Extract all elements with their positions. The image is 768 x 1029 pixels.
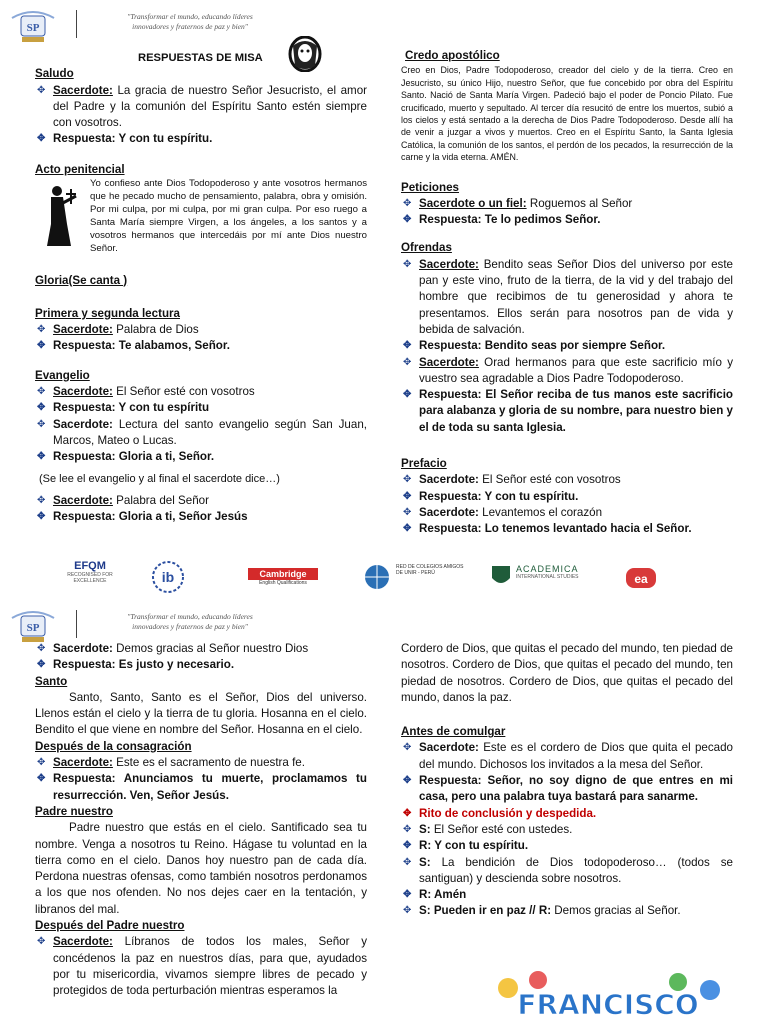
comulgar-sacerdote [401,740,733,773]
page2-header [0,600,768,640]
cross-bullet-icon: ✥ [37,340,46,352]
motto-line-2: innovadores y fraternos de paz y bien" [132,622,248,631]
evangelio-s3-text: Palabra del Señor [112,493,209,507]
svg-text:SP: SP [26,22,40,34]
motto-line-1: "Transformar el mundo, educando líderes [127,612,253,621]
evangelio-note: (Se lee el evangelio y al final el sacerdote dice…) [39,473,280,486]
prefacio-sacerdote-1 [401,472,733,488]
ofrendas-sacerdote-2 [401,355,733,388]
consagracion-respuesta [35,771,367,804]
cross-bullet-icon: ✥ [403,258,412,270]
page1-left-column [35,50,367,525]
cross-bullet-icon: ✥ [403,856,412,868]
saludo-respuesta-text: Respuesta: Y con tu espíritu. [53,132,213,146]
sacerdote-label: Sacerdote: [53,935,113,949]
acto-heading: Acto penitencial [35,162,125,176]
cross-bullet-icon: ✥ [403,214,412,226]
ofrendas-heading: Ofrendas [401,241,452,255]
cross-bullet-icon: ✥ [37,511,46,523]
evangelio-sacerdote-2 [35,417,367,450]
cambridge-logo: Cambridge English Qualifications [248,568,318,586]
evangelio-sacerdote-1 [35,384,367,400]
svg-text:FRANCISCO: FRANCISCO [517,988,699,1021]
sacerdote-label: Sacerdote: [53,385,113,398]
peticiones-heading: Peticiones [401,180,459,194]
despues-padre-heading: Después del Padre nuestro [35,919,185,933]
cross-bullet-icon: ✥ [403,506,412,518]
motto-line-2: innovadores y fraternos de paz y bien" [132,22,248,31]
saludo-sacerdote [35,83,367,132]
school-logo [8,606,58,644]
evangelio-s2-text: Lectura del santo evangelio según San Juan, Marcos, Mateo o Lucas. [53,417,367,447]
consagracion-sacerdote-text: Este es el sacramento de nuestra fe. [112,756,305,770]
sacerdote-label: Sacerdote: [419,355,479,369]
despedida-s3-text: Demos gracias al Señor. [551,904,681,918]
prefacio-r2-text: Respuesta: Lo tenemos levantado hacia el Señor. [419,522,692,536]
evangelio-r3-text: Respuesta: Gloria a ti, Señor Jesús [53,510,248,524]
school-motto [90,12,290,32]
despues-padre-sacerdote [35,934,367,999]
sacerdote-label: Sacerdote: [419,257,479,271]
gloria-heading: Gloria(Se canta ) [35,273,128,287]
header-divider [76,610,77,638]
ofrendas-respuesta-2 [401,387,733,436]
padre-text: Padre nuestro que estás en el cielo. Santificado sea tu nombre. Venga a nosotros tu Reino. Hágase tu voluntad en la tierra como en el cielo. Danos hoy nuestro pan de cada día. Perdona nuestras ofensas, como también nosotros perdonamos a los que nos ofenden. No nos dejes caer en la tentación, y libranos del mal. [35,821,367,916]
header-divider [76,10,77,38]
ofrendas-s1-text: Bendito seas Señor Dios del universo por este pan y este vino, fruto de la tierra, de la vid y del trabajo del hombre que recibimos de tu generosidad y ahora te presentamos. Ellos serán para nosotros pan de vida y bebida de salvación. [419,257,733,336]
comulgar-sacerdote-text: Este es el cordero de Dios que quita el pecado del mundo. Dichosos los invitados a la mesa del Señor. [419,741,733,771]
prefacio-respuesta-2 [401,521,733,537]
accreditation-logos [0,556,768,600]
saludo-heading: Saludo [35,67,74,81]
sacerdote-label: Sacerdote: [419,505,479,519]
sacerdote-label: Sacerdote: [53,417,113,431]
sacerdote-label: Sacerdote: [53,642,113,655]
ofrendas-respuesta-1 [401,338,733,354]
consagracion-respuesta-text: Respuesta: Anunciamos tu muerte, proclamamos tu resurrección. Ven, Señor Jesús. [53,772,367,802]
sacerdote-label: Sacerdote: [53,83,113,97]
padre-heading: Padre nuestro [35,804,113,818]
cross-bullet-icon: ✥ [37,757,46,769]
despues-padre-text: Líbranos de todos los males, Señor y concédenos la paz en nuestros días, para que, ayudados por tu misericordia, vivamos siempre libres de pecado y protegidos de toda perturbación mientras esperamos la [53,935,367,998]
ofrendas-r1-text: Respuesta: Bendito seas por siempre Señor. [419,339,666,353]
gracias-sacerdote-text: Demos gracias al Señor nuestro Dios [112,642,309,655]
cross-bullet-icon: ✥ [403,197,412,209]
evangelio-heading: Evangelio [35,368,90,382]
red-colegios-logo: RED DE COLEGIOS AMIGOS DE UNIR - PERÚ [362,564,468,590]
santo-heading: Santo [35,674,68,688]
prefacio-s2-text: Levantemos el corazón [478,505,603,519]
peticiones-respuesta [401,212,733,228]
cross-bullet-icon: ✥ [403,840,412,852]
ib-logo [150,560,186,592]
cross-bullet-icon: ✥ [403,356,412,368]
ea-logo [624,564,658,594]
page1-header [0,0,768,40]
comulgar-respuesta [401,773,733,806]
efqm-logo: EFQM RECOGNISED FOR EXCELLENCE [67,560,113,584]
svg-text:SP: SP [26,622,40,634]
cross-bullet-icon: ✥ [403,807,412,819]
page1-right-column [401,48,733,537]
cross-bullet-icon: ✥ [37,133,46,145]
gracias-respuesta-text: Respuesta: Es justo y necesario. [53,658,235,672]
comulgar-heading: Antes de comulgar [401,725,506,739]
comulgar-respuesta-text: Respuesta: Señor, no soy digno de que entres en mi casa, pero una palabra tuya bastará para sanarme. [419,774,733,804]
prefacio-respuesta-1 [401,489,733,505]
despedida-s2 [401,855,733,888]
lectura-sacerdote [35,322,367,338]
sacerdote-label: Sacerdote: [53,323,113,337]
cross-bullet-icon: ✥ [37,418,46,430]
s-label: S: [419,855,431,869]
cross-bullet-icon: ✥ [37,659,46,671]
peticiones-respuesta-text: Respuesta: Te lo pedimos Señor. [419,213,601,227]
despedida-s1 [401,822,733,838]
cross-bullet-icon: ✥ [403,905,412,917]
evangelio-s1-text: El Señor esté con vosotros [112,385,255,398]
evangelio-respuesta-1 [35,400,367,416]
sacerdote-label: Sacerdote o un fiel: [419,196,527,210]
despedida-r2-text: R: Amén [419,888,467,902]
s-label: S: [419,822,431,836]
evangelio-respuesta-2 [35,449,367,465]
cross-bullet-icon: ✥ [37,643,46,654]
school-logo [8,6,58,44]
lectura-sacerdote-text: Palabra de Dios [112,323,199,337]
s-label: S: Pueden ir en paz // R: [419,904,552,918]
evangelio-respuesta-3 [35,509,367,525]
ofrendas-r2-text: Respuesta: El Señor reciba de tus manos este sacrificio para alabanza y gloria de su nombre, para nuestro bien y el de toda su santa Iglesia. [419,388,733,434]
despedida-r1-text: R: Y con tu espíritu. [419,839,529,853]
prefacio-s1-text: El Señor esté con vosotros [478,473,621,487]
rito-text: Rito de conclusión y despedida. [419,806,597,820]
prefacio-heading: Prefacio [401,457,447,470]
monk-icon [43,184,79,253]
rito-conclusion [401,806,733,822]
acto-text: Yo confieso ante Dios Todopoderoso y ante vosotros hermanos que he pecado mucho de pensamiento, palabra, obra y omisión. Por mi culpa, por mi culpa, por mi gran culpa. Por eso ruego a Santa María siempre Virgen, a los ángeles, a los santos y a vosotros hermanos que intercedáis por mí ante Dios nuestro Señor. [90,178,367,254]
cross-bullet-icon: ✥ [37,936,46,948]
cross-bullet-icon: ✥ [403,340,412,352]
jesus-icon [285,36,325,77]
page2-left-column [35,641,367,1000]
credo-heading: Credo apostólico [405,49,500,62]
lectura-respuesta [35,338,367,354]
despedida-s3 [401,903,733,919]
page-title: RESPUESTAS DE MISA [138,52,263,64]
sacerdote-label: Sacerdote: [53,493,113,507]
cordero-text: Cordero de Dios, que quitas el pecado del mundo, ten piedad de nosotros. Cordero de Dios, que quitas el pecado del mundo, ten piedad de nosotros. Cordero de Dios, que quitas el pecado del mundo, danos la paz. [401,642,733,704]
cross-bullet-icon: ✥ [37,386,46,397]
cross-bullet-icon: ✥ [37,773,46,785]
credo-text: Creo en Dios, Padre Todopoderoso, creador del cielo y de la tierra. Creo en Jesucristo, su único Hijo, nuestro Señor, que fue concebido por obra del Espíritu Santo. Nació de Santa María Virgen. Padeció bajo el poder de Poncio Pilato. Fue crucificado, muerto y sepultado. Al tercer día resucitó de entre los muertos, subió a los cielos y está sentado a la derecha de Dios Padre Todopoderoso. Desde allí ha de venir a juzgar a vivos y muertos. Creo en el Espíritu Santo, la Santa Iglesia Católica, la comunión de los santos, el perdón de los pecados, la resurrección de la carne y la vida eterna. AMÉN. [401,65,733,163]
evangelio-r1-text: Respuesta: Y con tu espíritu [53,401,210,415]
cross-bullet-icon: ✥ [403,889,412,901]
cross-bullet-icon: ✥ [403,775,412,787]
cross-bullet-icon: ✥ [403,823,412,835]
ofrendas-s2-text: Orad hermanos para que este sacrificio mío y vuestro sea agradable a Dios Padre Todopoderoso. [419,355,733,385]
gracias-sacerdote [35,641,367,657]
school-motto [90,612,290,632]
cross-bullet-icon: ✥ [403,389,412,401]
saludo-sacerdote-text: La gracia de nuestro Señor Jesucristo, el amor del Padre y la comunión del Espíritu Santo estén siempre con vosotros. [53,83,367,130]
cross-bullet-icon: ✥ [403,523,412,535]
cross-bullet-icon: ✥ [37,402,46,414]
peticiones-sacerdote-text: Roguemos al Señor [526,196,633,210]
cross-bullet-icon: ✥ [403,490,412,502]
consagracion-heading: Después de la consagración [35,739,192,753]
evangelio-sacerdote-3 [35,493,367,509]
prefacio-r1-text: Respuesta: Y con tu espíritu. [419,489,579,503]
page2-right-column [401,641,733,920]
evangelio-r2-text: Respuesta: Gloria a ti, Señor. [53,450,215,464]
cross-bullet-icon: ✥ [37,324,46,336]
cross-bullet-icon: ✥ [37,451,46,463]
francisco-logo [478,968,738,1024]
motto-line-1: "Transformar el mundo, educando líderes [127,12,253,21]
saludo-respuesta [35,131,367,147]
lectura-heading: Primera y segunda lectura [35,306,180,320]
despedida-r1 [401,838,733,854]
sacerdote-label: Sacerdote: [419,473,479,487]
svg-text:ea: ea [634,572,648,586]
cross-bullet-icon: ✥ [37,84,46,96]
santo-text: Santo, Santo, Santo es el Señor, Dios del universo. Llenos están el cielo y la tierra de tu gloria. Hosanna en el cielo. Bendito el que viene en nombre del Señor. Hosanna en el cielo. [35,690,367,737]
peticiones-sacerdote [401,196,733,212]
sacerdote-label: Sacerdote: [53,756,113,770]
svg-text:ib: ib [161,569,175,585]
ofrendas-sacerdote-1 [401,257,733,338]
consagracion-sacerdote [35,755,367,771]
despedida-s2-text: La bendición de Dios todopoderoso… (todos se santiguan) y descienda sobre nosotros. [419,855,733,885]
prefacio-sacerdote-2 [401,505,733,521]
despedida-r2 [401,887,733,903]
despedida-s1-text: El Señor esté con ustedes. [430,822,573,836]
academica-logo: ACADEMICA INTERNATIONAL STUDIES [490,564,610,588]
lectura-respuesta-text: Respuesta: Te alabamos, Señor. [53,339,230,353]
cross-bullet-icon: ✥ [403,474,412,486]
cross-bullet-icon: ✥ [37,494,46,506]
cross-bullet-icon: ✥ [403,742,412,754]
gracias-respuesta [35,657,367,673]
sacerdote-label: Sacerdote: [419,741,479,755]
